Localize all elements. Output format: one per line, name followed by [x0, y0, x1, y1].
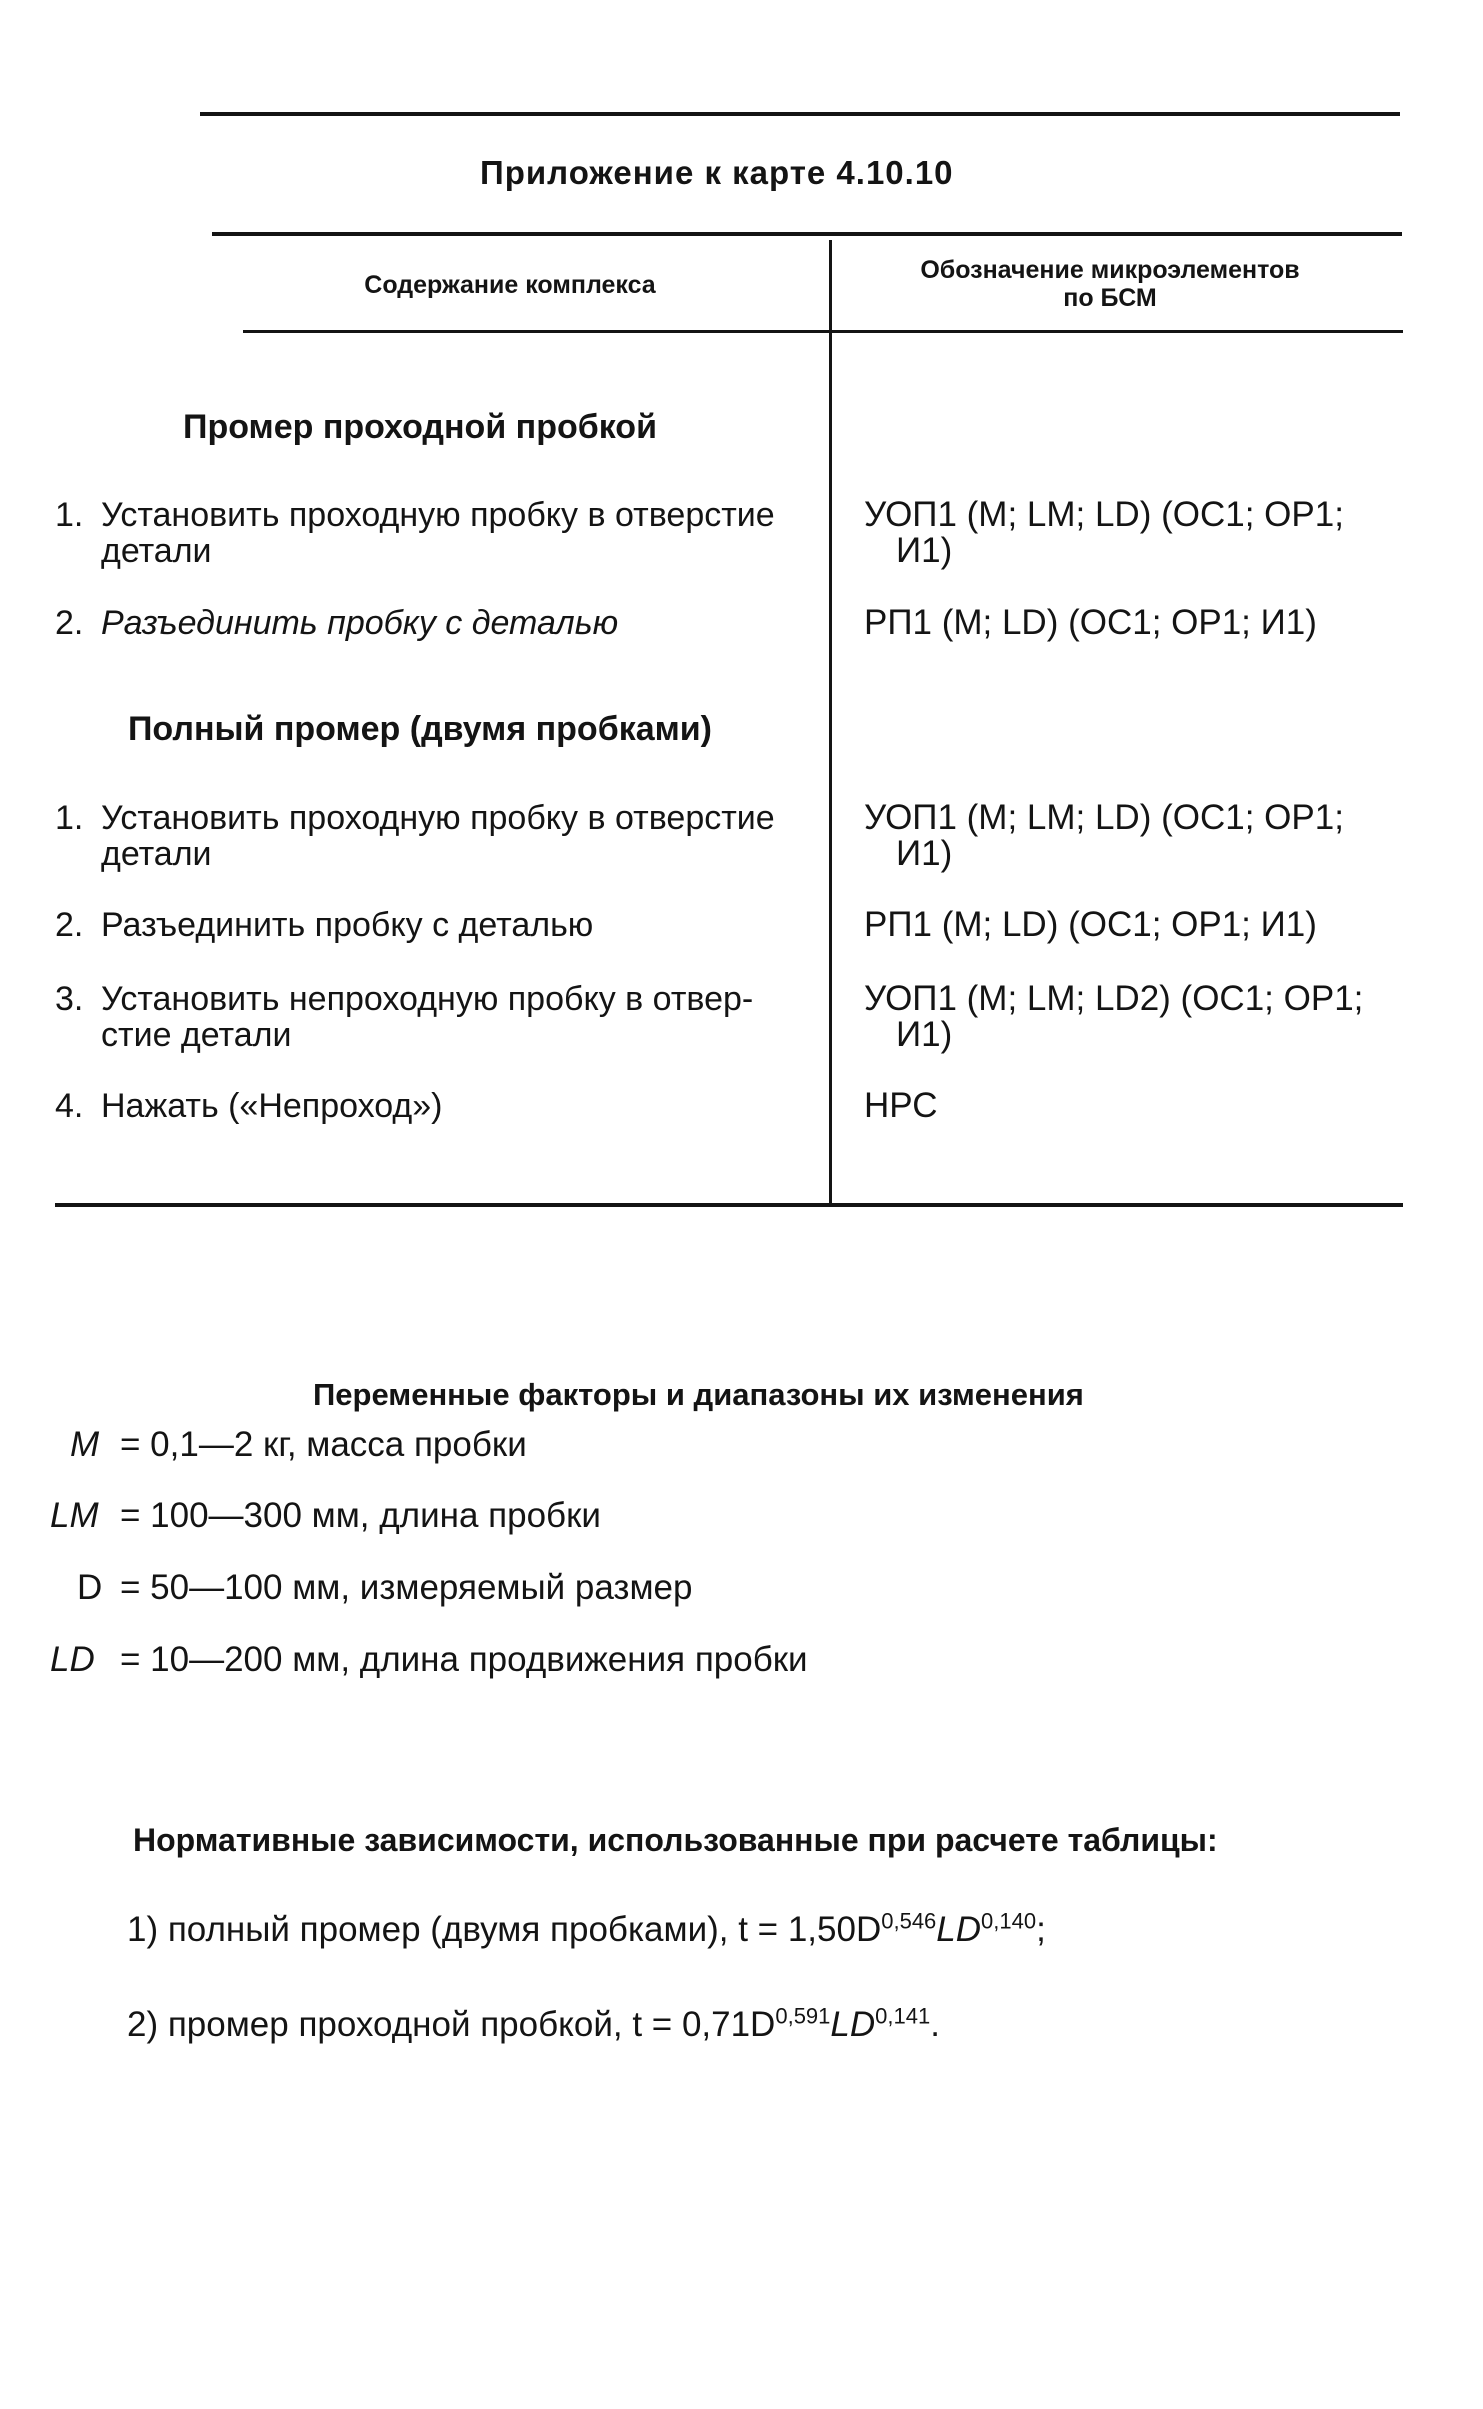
row-code-continued: И1)	[896, 1015, 953, 1054]
variables-heading: Переменные факторы и диапазоны их изменения	[313, 1377, 1084, 1412]
row-code: УОП1 (М; LM; LD) (ОС1; ОР1;	[864, 798, 1344, 837]
row-text-continued: стие детали	[101, 1016, 292, 1054]
formula-2-end: .	[930, 2005, 940, 2044]
variable-symbol: LD	[50, 1640, 95, 1679]
formula-2-exponent-d: 0,591	[775, 2003, 831, 2029]
col2-header-line1: Обозначение микроэлементов	[920, 256, 1300, 284]
table-bottom-rule	[55, 1203, 1403, 1207]
formula-2-ld: LD	[830, 2005, 876, 2044]
formula-2	[127, 2005, 940, 2045]
variable-definition: = 100—300 мм, длина пробки	[120, 1496, 601, 1535]
row-text: Установить непроходную пробку в отвер-	[101, 980, 754, 1018]
row-code: РП1 (М; LD) (ОС1; ОР1; И1)	[864, 905, 1317, 944]
col1-header: Содержание комплекса	[364, 271, 656, 299]
row-text-continued: детали	[101, 835, 212, 873]
variable-definition: = 0,1—2 кг, масса пробки	[120, 1425, 527, 1464]
top-rule	[200, 112, 1400, 116]
row-number: 4.	[55, 1087, 84, 1125]
row-number: 2.	[55, 906, 84, 944]
row-text: Установить проходную пробку в отверстие	[101, 496, 775, 534]
formula-2-exponent-ld: 0,141	[875, 2003, 931, 2029]
row-text: Разъединить пробку с деталью	[101, 604, 619, 642]
formula-1-end: ;	[1036, 1910, 1046, 1949]
row-text: Разъединить пробку с деталью	[101, 906, 594, 944]
column-divider	[829, 240, 832, 1203]
section-heading: Полный промер (двумя пробками)	[127, 710, 712, 748]
section-heading: Промер проходной пробкой	[183, 408, 657, 446]
variable-symbol: М	[70, 1425, 100, 1464]
formula-1-ld: LD	[936, 1910, 982, 1949]
formula-1-prefix: 1) полный промер (двумя пробками), t = 1,50D	[127, 1910, 882, 1949]
row-code-continued: И1)	[896, 531, 953, 570]
row-code: РП1 (М; LD) (ОС1; ОР1; И1)	[864, 603, 1317, 642]
row-number: 1.	[55, 496, 84, 534]
col2-header-line2: по БСМ	[1063, 284, 1157, 312]
row-number: 1.	[55, 799, 84, 837]
dependencies-heading: Нормативные зависимости, использованные при расчете таблицы:	[133, 1822, 1218, 1858]
row-number: 3.	[55, 980, 84, 1018]
row-code: НРС	[864, 1086, 938, 1125]
table-top-rule	[212, 232, 1402, 236]
row-code: УОП1 (М; LM; LD2) (ОС1; ОР1;	[864, 979, 1364, 1018]
row-text: Установить проходную пробку в отверстие	[101, 799, 775, 837]
variable-definition: = 50—100 мм, измеряемый размер	[120, 1568, 693, 1607]
formula-1-exponent-d: 0,546	[881, 1908, 937, 1934]
row-text-continued: детали	[101, 532, 212, 570]
row-code-continued: И1)	[896, 834, 953, 873]
header-bottom-rule	[243, 330, 1403, 333]
page-title: Приложение к карте 4.10.10	[480, 154, 954, 191]
variable-definition: = 10—200 мм, длина продвижения пробки	[120, 1640, 808, 1679]
row-number: 2.	[55, 604, 84, 642]
row-text: Нажать («Непроход»)	[101, 1087, 443, 1125]
formula-1	[127, 1910, 1046, 1950]
formula-2-prefix: 2) промер проходной пробкой, t = 0,71D	[127, 2005, 776, 2044]
row-code: УОП1 (М; LM; LD) (ОС1; ОР1;	[864, 495, 1344, 534]
variable-symbol: LM	[50, 1496, 99, 1535]
variable-symbol: D	[77, 1568, 103, 1607]
formula-1-exponent-ld: 0,140	[981, 1908, 1037, 1934]
